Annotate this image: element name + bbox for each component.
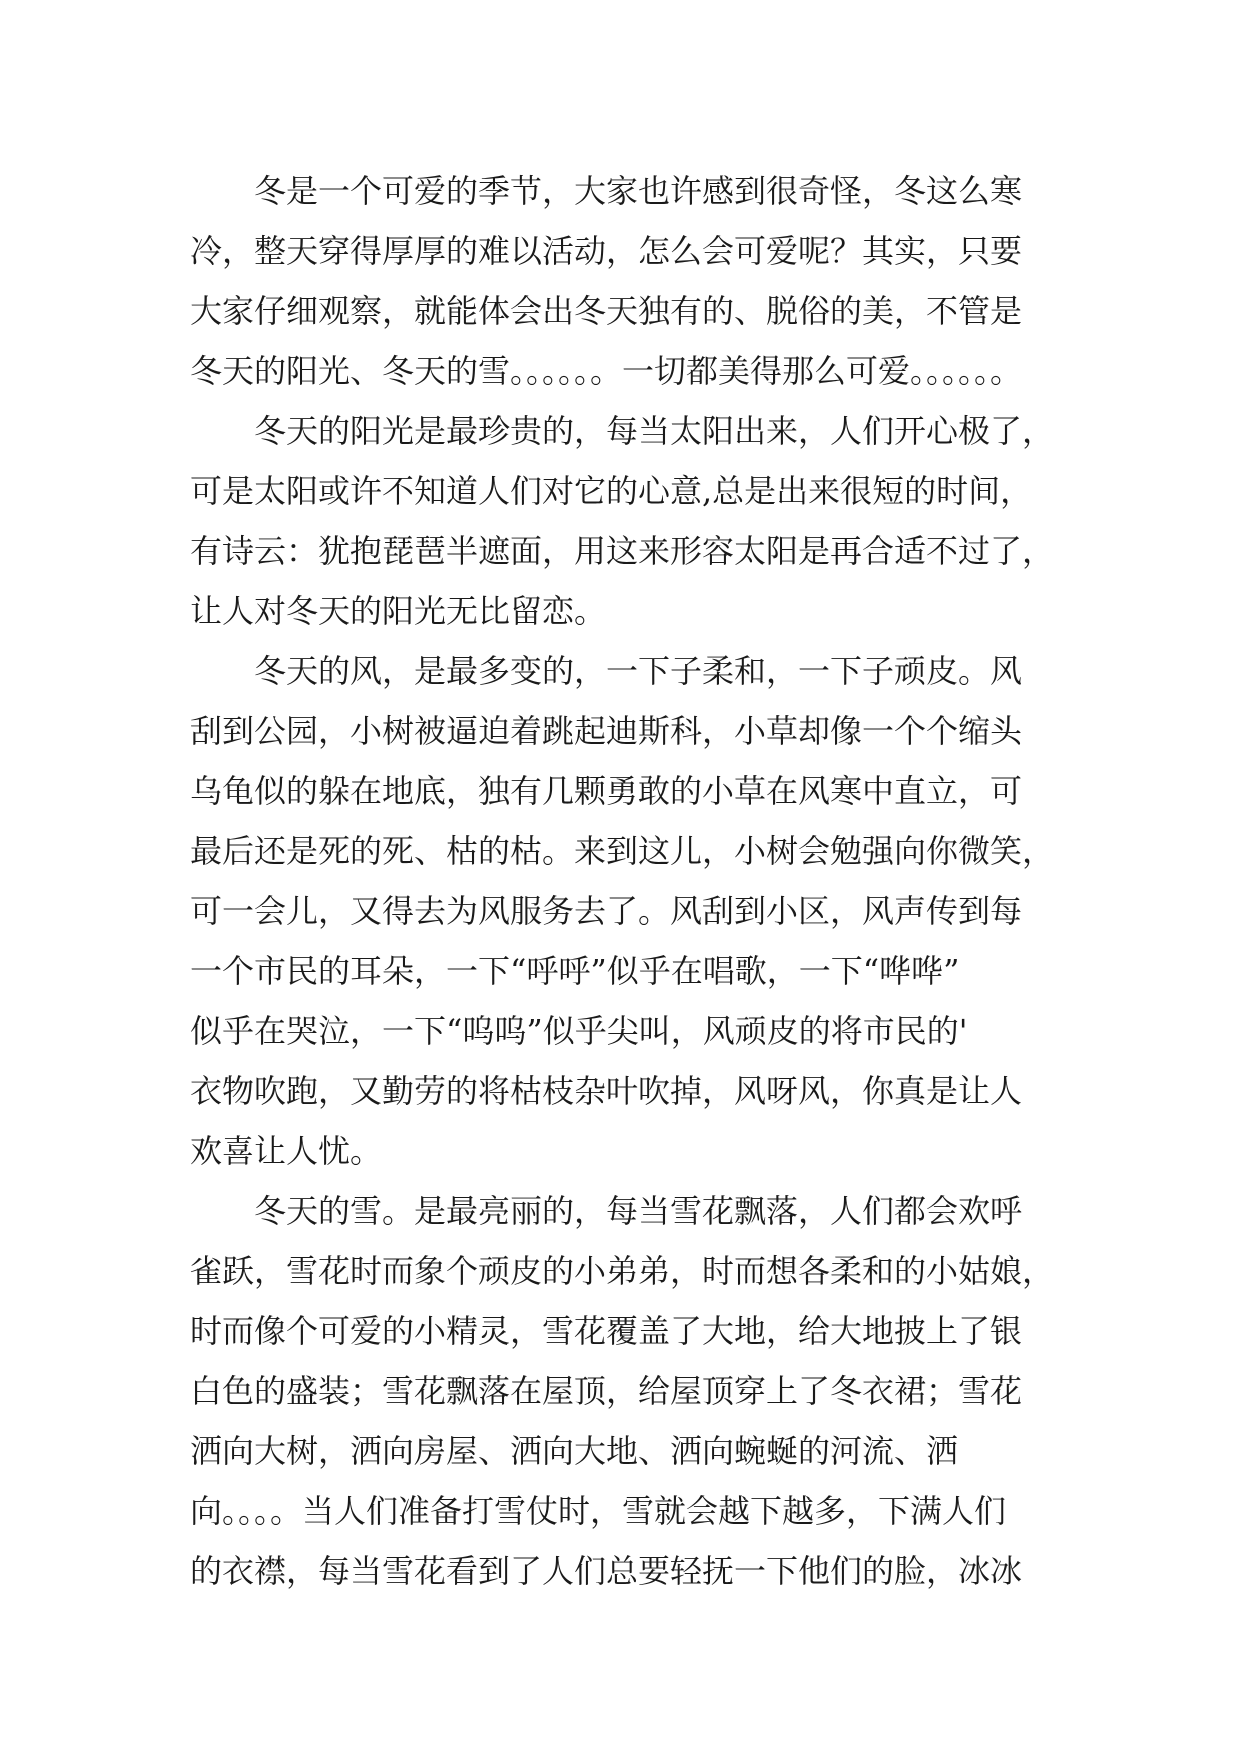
paragraph-winter-sunshine	[190, 401, 1070, 641]
text-line: 乌龟似的躲在地底，独有几颗勇敢的小草在风寒中直立，可	[190, 772, 1023, 810]
text-line: 刮到公园，小树被逼迫着跳起迪斯科，小草却像一个个缩头	[190, 712, 1023, 750]
text-line: 让人对冬天的阳光无比留恋。	[190, 592, 607, 630]
paragraph-winter-intro	[190, 161, 1070, 401]
text-line: 最后还是死的死、枯的枯。来到这儿，小树会勉强向你微笑，	[190, 832, 1055, 870]
text-line: 向。。。。当人们准备打雪仗时，雪就会越下越多，下满人们	[190, 1492, 1007, 1530]
document-body	[190, 161, 1070, 1601]
text-line: 衣物吹跑，又勤劳的将枯枝杂叶吹掉，风呀风，你真是让人	[190, 1072, 1023, 1110]
text-line: 可一会儿，又得去为风服务去了。风刮到小区，风声传到每	[190, 892, 1023, 930]
text-line: 冬天的阳光、冬天的雪。。。。。。一切都美得那么可爱。。。。。。	[190, 352, 1023, 390]
text-line: 雀跃，雪花时而象个顽皮的小弟弟，时而想各柔和的小姑娘，	[190, 1252, 1055, 1290]
text-line: 洒向大树，洒向房屋、洒向大地、洒向蜿蜒的河流、洒	[190, 1432, 959, 1470]
text-line: 冬天的阳光是最珍贵的，每当太阳出来，人们开心极了，	[254, 412, 1055, 450]
text-line: 大家仔细观察，就能体会出冬天独有的、脱俗的美，不管是	[190, 292, 1023, 330]
paragraph-winter-snow	[190, 1181, 1070, 1601]
text-line: 冬天的雪。是最亮丽的，每当雪花飘落，人们都会欢呼	[254, 1192, 1023, 1230]
paragraph-winter-wind	[190, 641, 1070, 1181]
text-line: 冷，整天穿得厚厚的难以活动，怎么会可爱呢？其实，只要	[190, 232, 1023, 270]
text-line: 冬是一个可爱的季节，大家也许感到很奇怪，冬这么寒	[254, 172, 1023, 210]
text-line: 有诗云：犹抱琵琶半遮面，用这来形容太阳是再合适不过了，	[190, 532, 1055, 570]
text-line: 冬天的风，是最多变的，一下子柔和，一下子顽皮。风	[254, 652, 1023, 690]
text-line: 时而像个可爱的小精灵，雪花覆盖了大地，给大地披上了银	[190, 1312, 1023, 1350]
text-line: 可是太阳或许不知道人们对它的心意,总是出来很短的时间，	[190, 472, 1033, 510]
text-line: 白色的盛装；雪花飘落在屋顶，给屋顶穿上了冬衣裙；雪花	[190, 1372, 1023, 1410]
text-line: 的衣襟，每当雪花看到了人们总要轻抚一下他们的脸，冰冰	[190, 1552, 1023, 1590]
text-line: 似乎在哭泣，一下“呜呜”似乎尖叫，风顽皮的将市民的'	[190, 1012, 968, 1050]
text-line: 一个市民的耳朵，一下“呼呼”似乎在唱歌，一下“哗哗”	[190, 952, 960, 990]
text-line: 欢喜让人忧。	[190, 1132, 383, 1170]
